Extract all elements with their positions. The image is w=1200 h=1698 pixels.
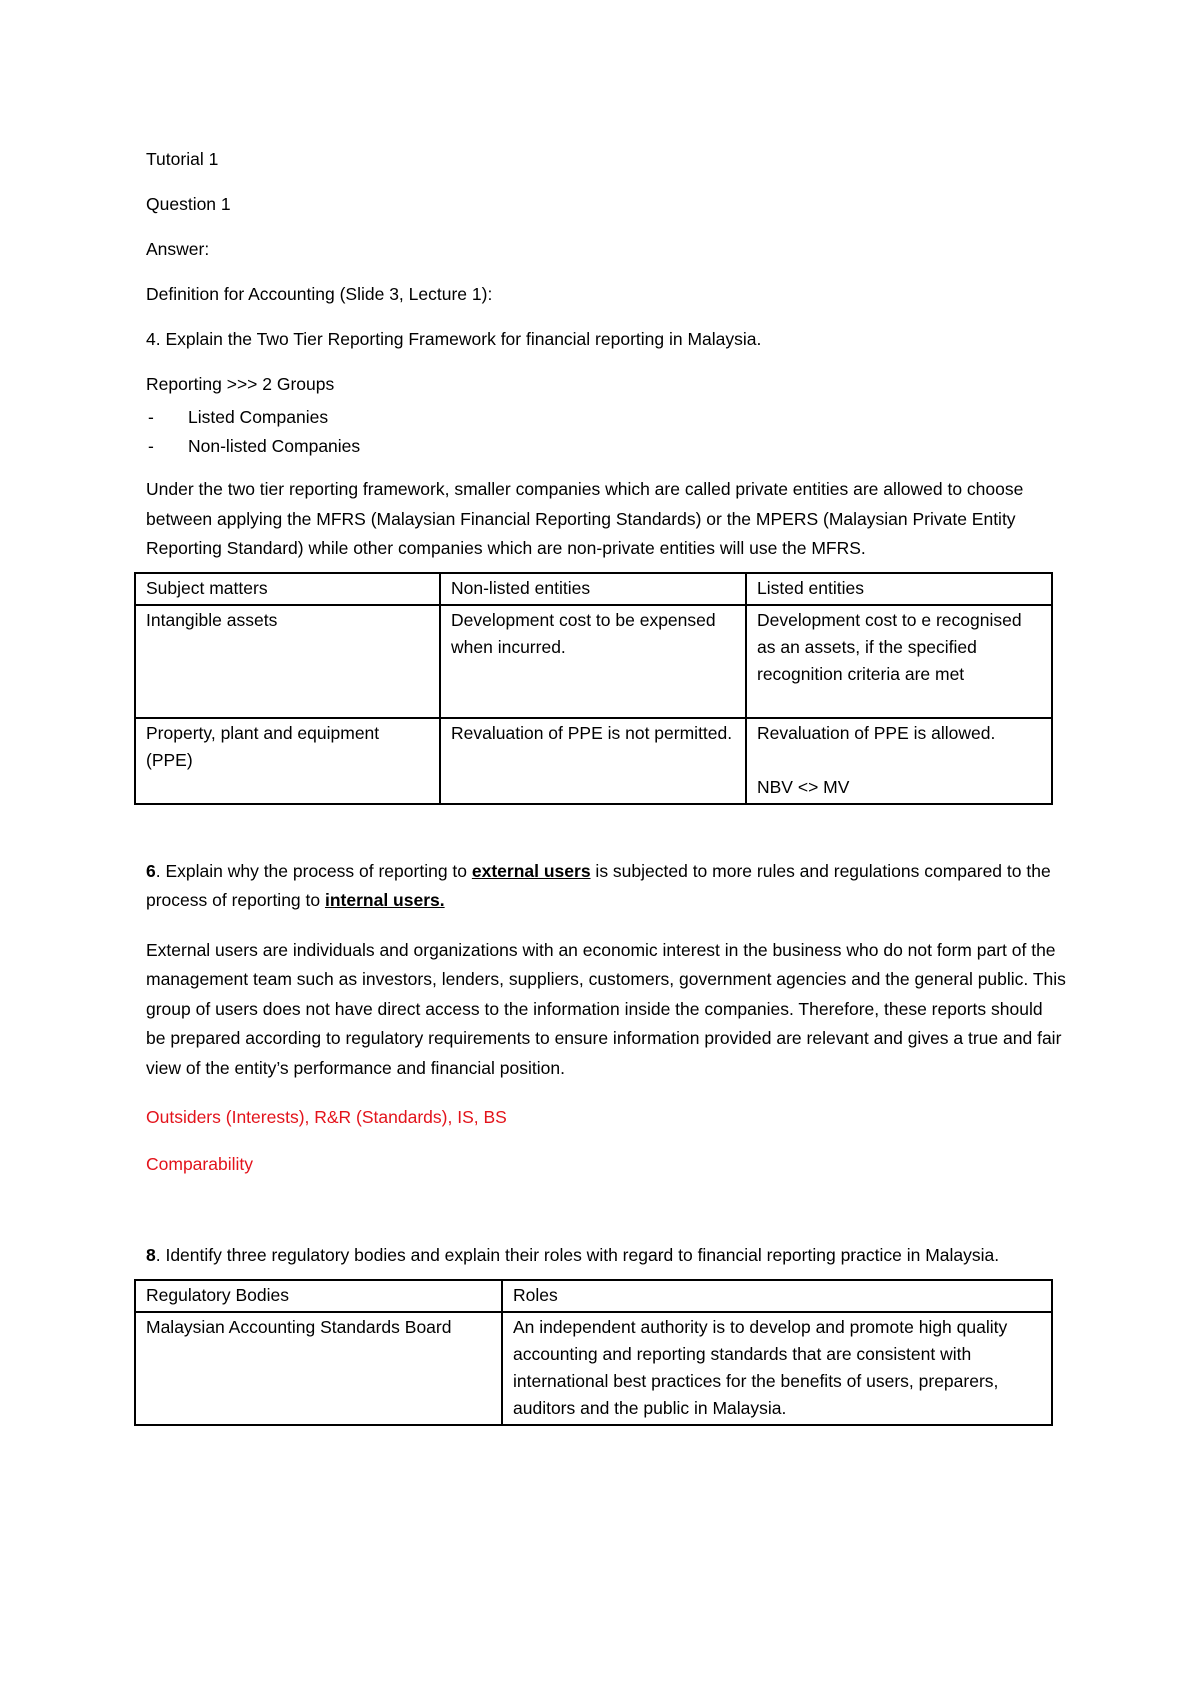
external-users-paragraph: External users are individuals and organizations with an economic interest in the business who do not form part of the management team such as investors, lenders, suppliers, customers, government agencies and the general public. This group of users does not have direct access to the information inside the companies. Therefore, these reports should be prepared according to regulatory requirements to ensure information provided are relevant and gives a true and fair view of the entity’s performance and financial position. (146, 939, 1066, 1078)
table-header-row (135, 1280, 1052, 1312)
document-body (146, 145, 1066, 1426)
regulatory-bodies-table (134, 1279, 1053, 1426)
question-8-text: . Identify three regulatory bodies and explain their roles with regard to financial reporting practice in Malaysia. (155, 1245, 1000, 1265)
table-cell-text: Revaluation of PPE is allowed. (757, 722, 996, 743)
question-6-number: 6 (146, 860, 156, 881)
list-item (146, 403, 1066, 432)
list-item (146, 432, 1066, 461)
table-header-cell: Subject matters (135, 573, 440, 605)
dash-bullet: - (148, 436, 154, 456)
table-row (135, 718, 1052, 804)
tutorial-title: Tutorial 1 (146, 149, 219, 169)
question-6 (146, 857, 1066, 916)
keywords-note: Outsiders (Interests), R&R (Standards), IS, BS (146, 1107, 507, 1127)
groups-list (146, 403, 1066, 461)
definition-line: Definition for Accounting (Slide 3, Lecture 1): (146, 284, 493, 304)
question-heading: Question 1 (146, 194, 231, 214)
list-item-label: Non-listed Companies (188, 436, 361, 456)
nbv-note: NBV <> MV (757, 776, 850, 797)
table-header-cell: Regulatory Bodies (135, 1280, 502, 1312)
table-cell: An independent authority is to develop and promote high quality accounting and reporting standards that are consistent with international best practices for the benefits of users, preparers, auditors and the public in Malaysia. (502, 1312, 1052, 1425)
list-item-label: Listed Companies (188, 407, 329, 427)
question-8-number: 8 (146, 1245, 156, 1265)
table-row (135, 605, 1052, 718)
table-header-cell: Non-listed entities (440, 573, 746, 605)
table-row (135, 1312, 1052, 1425)
dash-bullet: - (148, 407, 154, 427)
table-cell: Property, plant and equipment (PPE) (135, 718, 440, 804)
answer-label: Answer: (146, 239, 210, 259)
internal-users-term: internal users. (324, 890, 445, 910)
table-header-cell: Roles (502, 1280, 1052, 1312)
question-6-text-a: . Explain why the process of reporting to (155, 860, 472, 881)
question-8 (146, 1241, 1066, 1271)
table-cell: Development cost to be expensed when incurred. (440, 605, 746, 718)
table-header-cell: Listed entities (746, 573, 1052, 605)
external-users-term: external users (471, 860, 591, 881)
table-header-row (135, 573, 1052, 605)
table-cell: Development cost to e recognised as an assets, if the specified recognition criteria are met (746, 605, 1052, 718)
table-cell: Revaluation of PPE is not permitted. (440, 718, 746, 804)
table-cell: Malaysian Accounting Standards Board (135, 1312, 502, 1425)
question-4: 4. Explain the Two Tier Reporting Framework for financial reporting in Malaysia. (146, 329, 762, 349)
framework-paragraph: Under the two tier reporting framework, smaller companies which are called private entities are allowed to choose between applying the MFRS (Malaysian Financial Reporting Standards) or the MPERS (Malaysian Private Entity Reporting Standard) while other companies which are non-private entities will use the MFRS. (146, 479, 1024, 558)
table-cell: Intangible assets (135, 605, 440, 718)
comparability-note: Comparability (146, 1154, 253, 1174)
reporting-groups-line: Reporting >>> 2 Groups (146, 374, 335, 394)
table-cell (746, 718, 1052, 804)
question-6-text-b: is subjected to more rules and regulations compared to the process of reporting to (146, 860, 1051, 910)
comparison-table (134, 572, 1053, 805)
